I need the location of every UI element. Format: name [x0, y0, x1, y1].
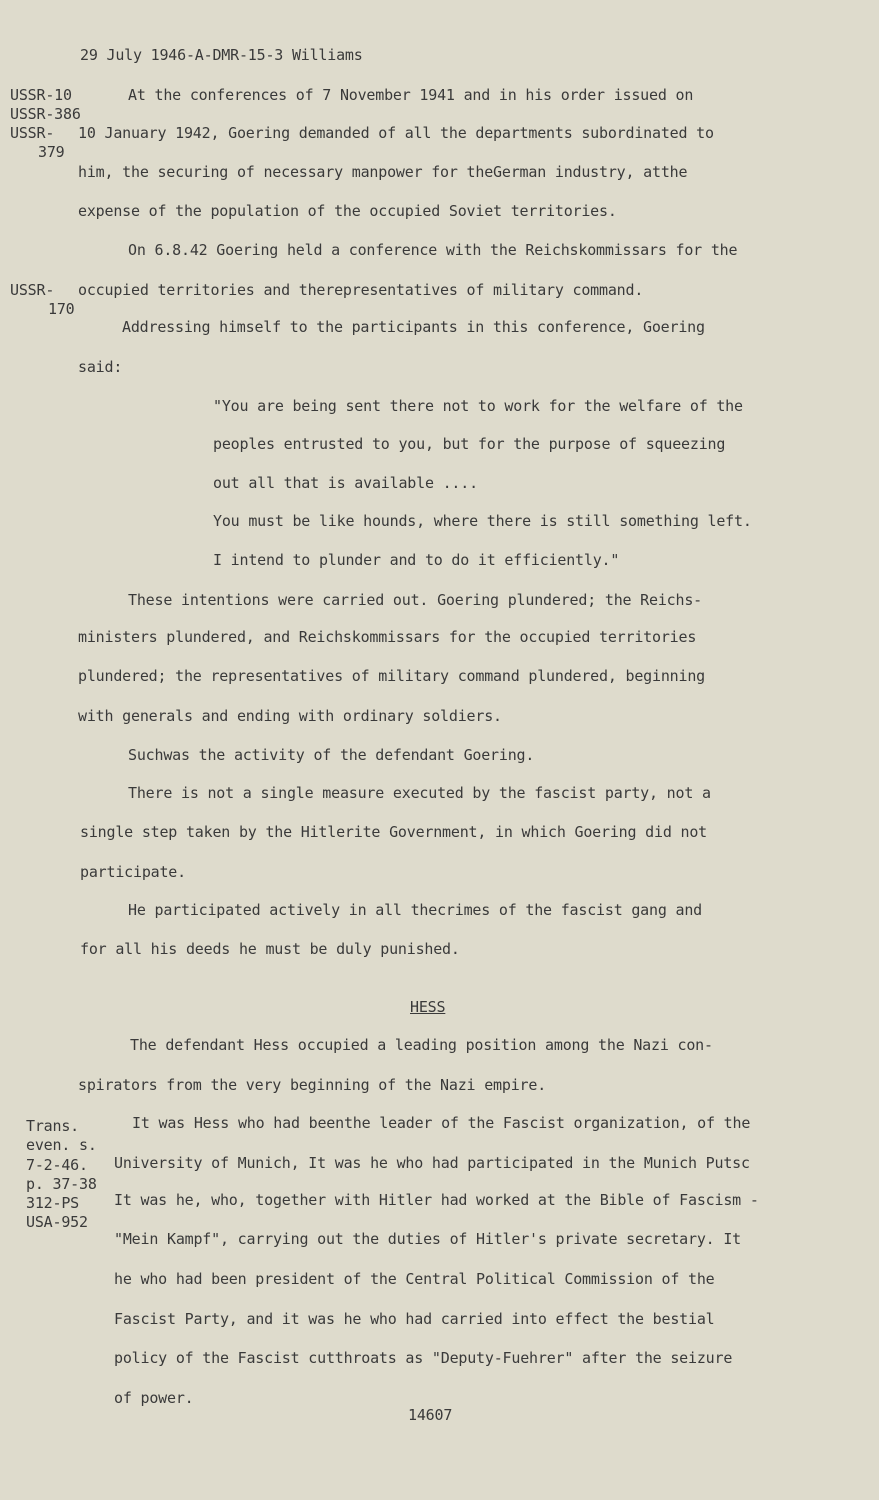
body-line: he who had been president of the Central Political Commission of the	[114, 1270, 715, 1288]
margin-note: Trans.	[26, 1117, 79, 1135]
body-line: He participated actively in all thecrimes of the fascist gang and	[128, 901, 702, 919]
margin-note: USSR-	[10, 124, 55, 142]
body-line: policy of the Fascist cutthroats as "Deputy-Fuehrer" after the seizure	[114, 1349, 733, 1367]
margin-note: 7-2-46.	[26, 1156, 88, 1174]
page-header: 29 July 1946-A-DMR-15-3 Williams	[80, 46, 363, 64]
body-line: with generals and ending with ordinary soldiers.	[78, 707, 502, 725]
margin-note: USSR-10	[10, 86, 72, 104]
body-line: It was he, who, together with Hitler had worked at the Bible of Fascism -	[114, 1191, 759, 1209]
body-line: The defendant Hess occupied a leading position among the Nazi con-	[130, 1036, 713, 1054]
margin-note: 379	[38, 143, 65, 161]
margin-note: p. 37-38	[26, 1175, 97, 1193]
margin-note: 312-PS	[26, 1194, 79, 1212]
body-line: University of Munich, It was he who had participated in the Munich Putsc	[114, 1154, 750, 1172]
section-heading: HESS	[410, 998, 446, 1016]
body-line: 10 January 1942, Goering demanded of all the departments subordinated to	[78, 124, 714, 142]
quote-line: peoples entrusted to you, but for the purpose of squeezing	[213, 435, 726, 453]
body-line: expense of the population of the occupied Soviet territories.	[78, 202, 617, 220]
quote-line: You must be like hounds, where there is still something left.	[213, 512, 752, 530]
margin-note: USA-952	[26, 1213, 88, 1231]
body-line: occupied territories and therepresentatives of military command.	[78, 281, 644, 299]
body-line: Suchwas the activity of the defendant Goering.	[128, 746, 535, 764]
body-line: These intentions were carried out. Goering plundered; the Reichs-	[128, 591, 702, 609]
margin-note: 170	[48, 300, 75, 318]
quote-line: out all that is available ....	[213, 474, 478, 492]
body-line: spirators from the very beginning of the Nazi empire.	[78, 1076, 547, 1094]
body-line: "Mein Kampf", carrying out the duties of Hitler's private secretary. It	[114, 1230, 741, 1248]
body-line: There is not a single measure executed by the fascist party, not a	[128, 784, 711, 802]
body-line: him, the securing of necessary manpower for theGerman industry, atthe	[78, 163, 688, 181]
margin-note: USSR-386	[10, 105, 81, 123]
page-number: 14607	[408, 1406, 453, 1424]
body-line: single step taken by the Hitlerite Government, in which Goering did not	[80, 823, 707, 841]
body-line: It was Hess who had beenthe leader of the Fascist organization, of the	[132, 1114, 751, 1132]
body-line: At the conferences of 7 November 1941 and in his order issued on	[128, 86, 694, 104]
body-line: participate.	[80, 863, 186, 881]
quote-line: "You are being sent there not to work for the welfare of the	[213, 397, 743, 415]
body-line: of power.	[114, 1389, 194, 1407]
body-line: On 6.8.42 Goering held a conference with the Reichskommissars for the	[128, 241, 738, 259]
quote-line: I intend to plunder and to do it efficiently."	[213, 551, 620, 569]
margin-note: even. s.	[26, 1136, 97, 1154]
body-line: Fascist Party, and it was he who had carried into effect the bestial	[114, 1310, 715, 1328]
margin-note: USSR-	[10, 281, 55, 299]
body-line: said:	[78, 358, 123, 376]
body-line: plundered; the representatives of military command plundered, beginning	[78, 667, 705, 685]
body-line: Addressing himself to the participants in this conference, Goering	[122, 318, 705, 336]
body-line: ministers plundered, and Reichskommissars for the occupied territories	[78, 628, 697, 646]
body-line: for all his deeds he must be duly punished.	[80, 940, 460, 958]
